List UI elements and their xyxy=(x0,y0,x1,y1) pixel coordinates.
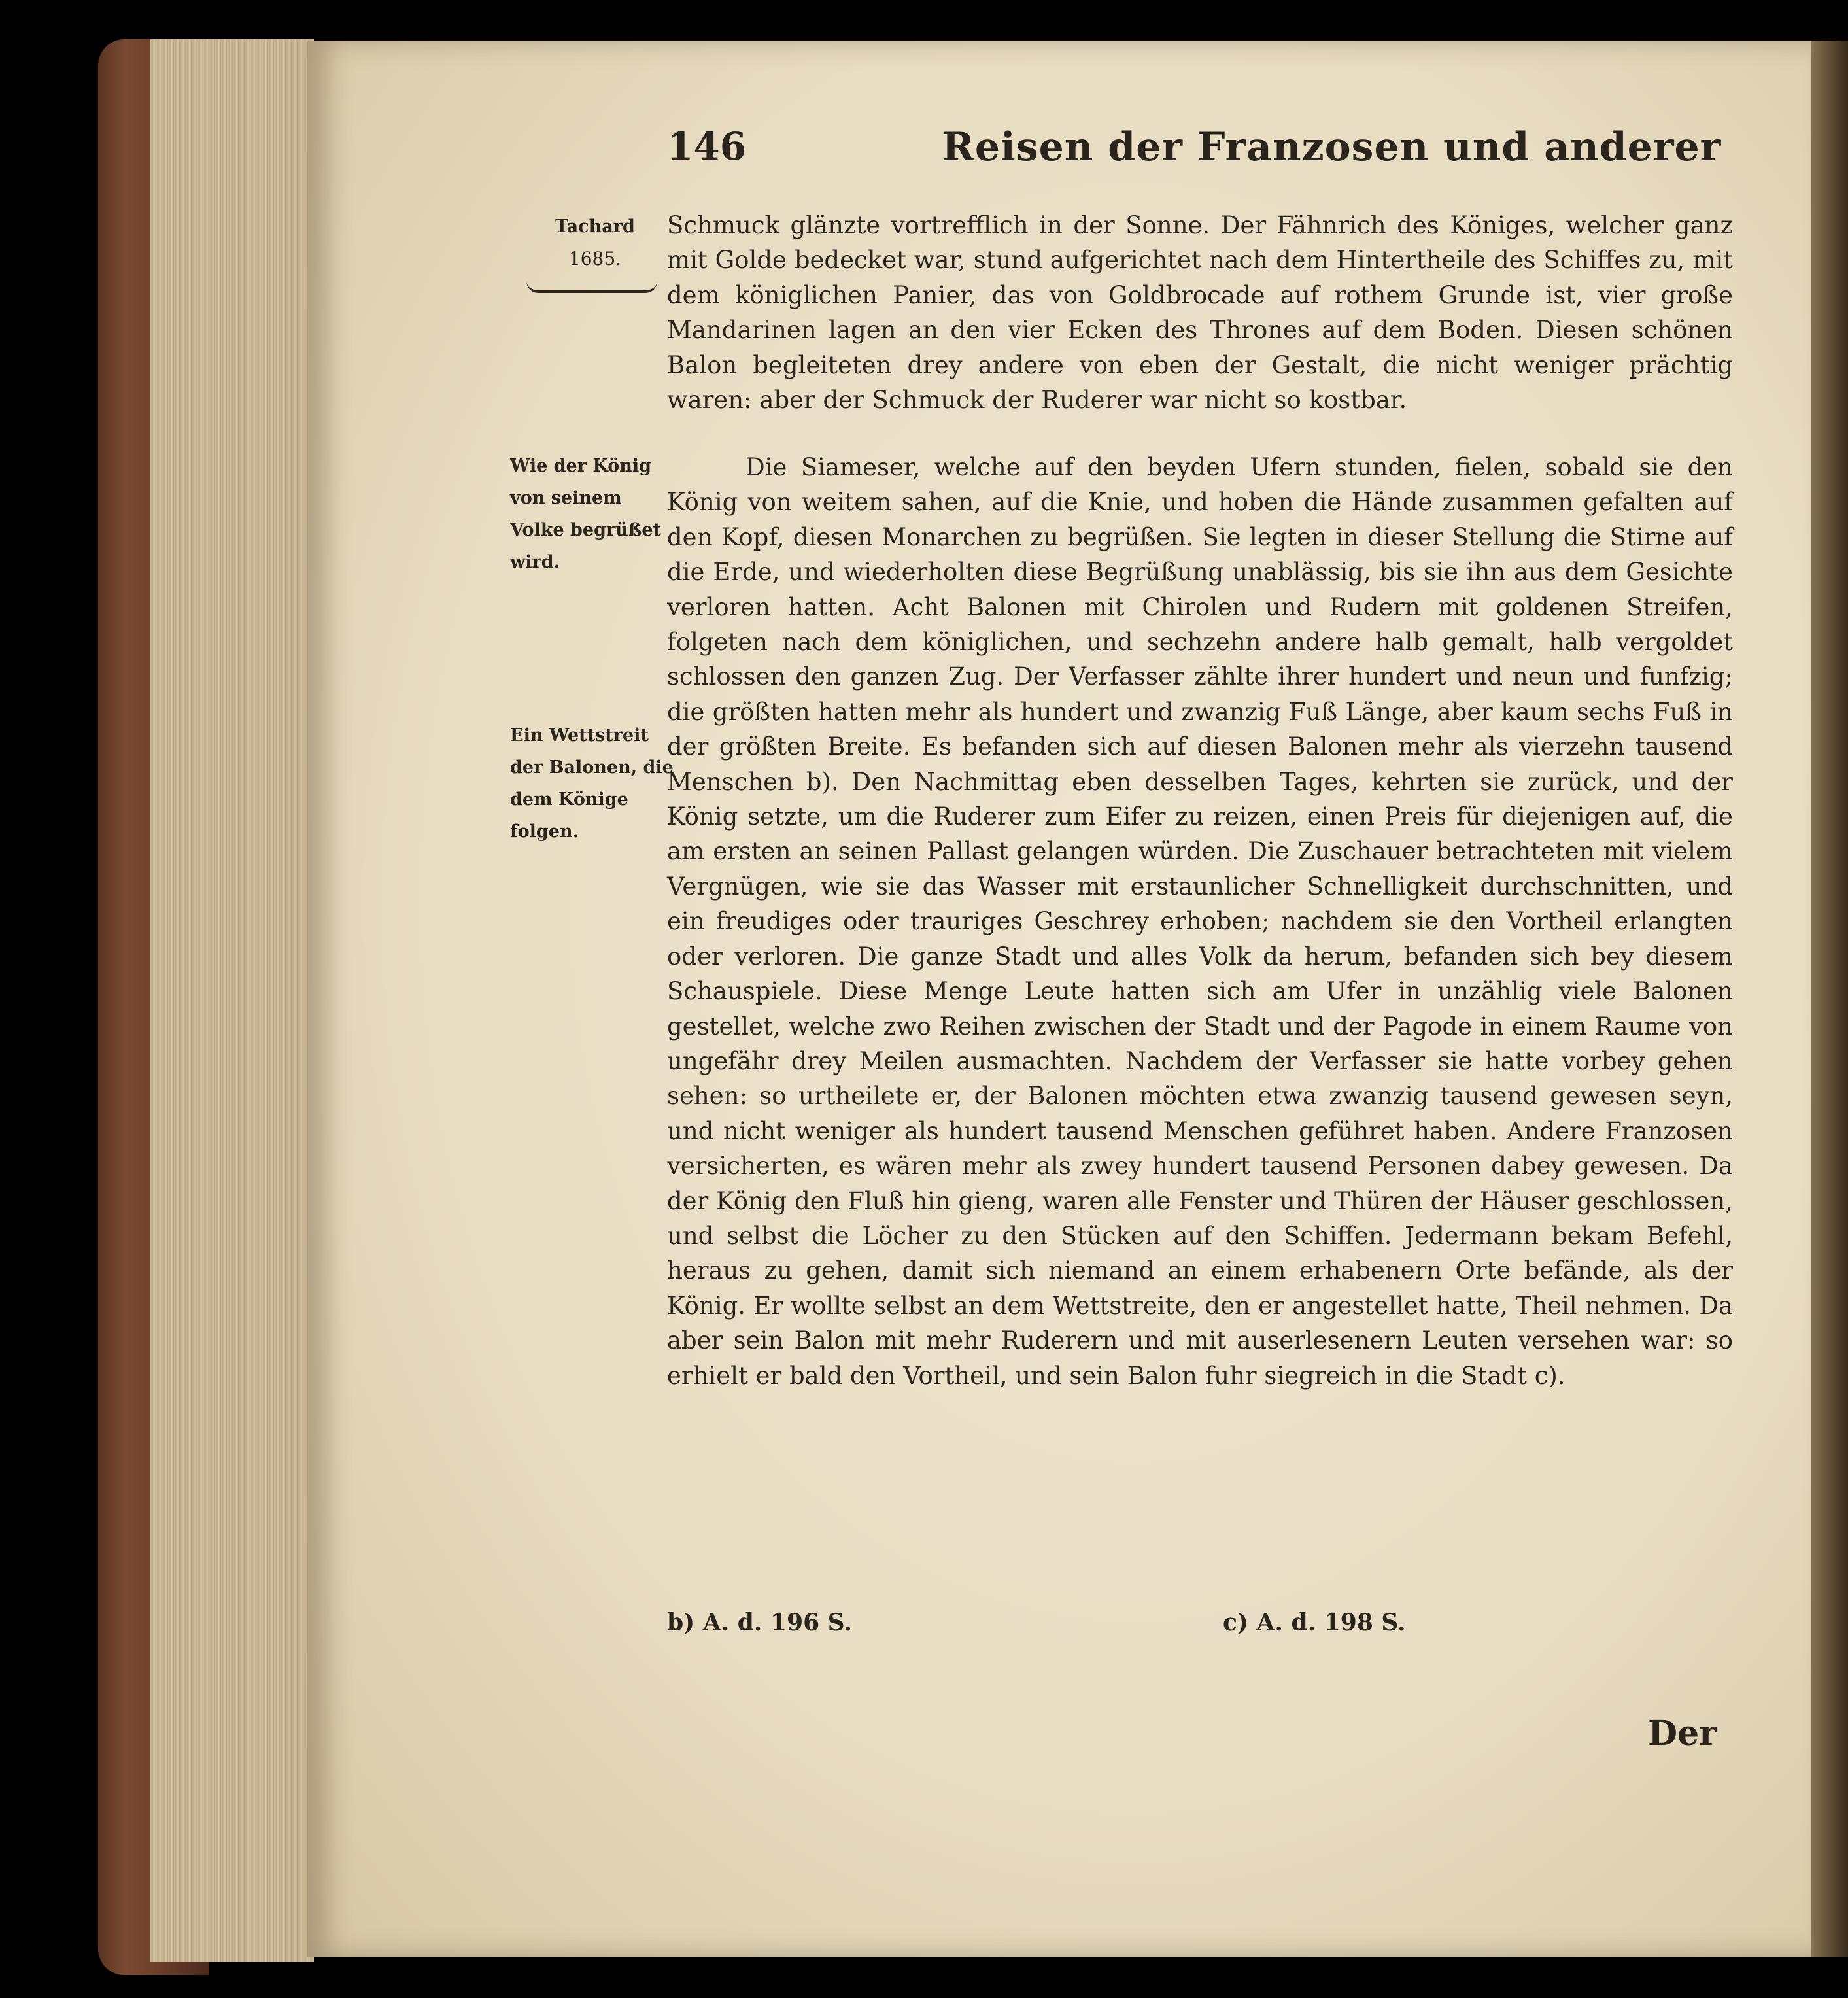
margin-note-race: Ein Wettstreit der Balonen, die dem Könige folgen. xyxy=(510,725,674,842)
footnote-b: b) A. d. 196 S. xyxy=(667,1609,852,1636)
page-edges xyxy=(150,39,314,1962)
margin-year: 1685. xyxy=(568,248,622,269)
catchword: Der xyxy=(1648,1714,1717,1753)
footnote-c: c) A. d. 198 S. xyxy=(1223,1609,1406,1636)
page-number: 146 xyxy=(667,124,747,169)
running-title: Reisen der Franzosen und anderer xyxy=(942,124,1722,170)
margin-author-note xyxy=(510,211,680,275)
page-header xyxy=(667,124,1792,183)
margin-note-king: Wie der König von seinem Volke begrüßet wird. xyxy=(510,456,661,572)
body-paragraph-2: Die Siameser, welche auf den beyden Ufern stunden, fielen, sobald sie den König von weitem sahen, auf die Knie, und hoben die Hände zusammen gefalten auf den Kopf, diesen Monarchen zu begrüßen. Sie legten in dieser Stellung die Stirne auf die Erde, und wiederholten diese Begrüßung unablässig, bis sie ihn aus dem Gesichte verloren hatten. Acht Balonen mit Chirolen und Rudern mit goldenen Streifen, folgeten nach dem königlichen, und sechzehn andere halb gemalt, halb vergoldet schlossen den ganzen Zug. Der Verfasser zählte ihrer hundert und neun und funfzig; die größten hatten mehr als hundert und zwanzig Fuß Länge, aber kaum sechs Fuß in der größten Breite. Es befanden sich auf diesen Balonen mehr als vierzehn tausend Menschen b). Den Nachmittag eben desselben Tages, kehrten sie zurück, und der König setzte, um die Ruderer zum Eifer zu reizen, einen Preis für diejenigen auf, die am ersten an seinen Pallast gelangen würden. Die Zuschauer betrachteten mit vielem Vergnügen, wie sie das Wasser mit erstaunlicher Schnelligkeit durchschnitten, und ein freudiges oder trauriges Geschrey erhoben; nachdem sie den Vortheil erlangten oder verloren. Die ganze Stadt und alles Volk da herum, befanden sich bey diesem Schauspiele. Diese Menge Leute hatten sich am Ufer in unzählig viele Balonen gestellet, welche zwo Reihen zwischen der Stadt und der Pagode in einem Raume von ungefähr drey Meilen ausmachten. Nachdem der Verfasser sie hatte vorbey gehen sehen: so urtheilete er, der Balonen möchten etwa zwanzig tausend gewesen seyn, und nicht weniger als hundert tausend Menschen geführet haben. Andere Franzosen versicherten, es wären mehr als zwey hundert tausend Personen dabey gewesen. Da der König den Fluß hin gieng, waren alle Fenster und Thüren der Häuser geschlossen, und selbst die Löcher zu den Stücken auf den Schiffen. Jedermann bekam Befehl, heraus zu gehen, damit sich niemand an einem erhabenern Orte befände, als der König. Er wollte selbst an dem Wettstreite, den er angestellet hatte, Theil nehmen. Da aber sein Balon mit mehr Ruderern und mit auserlesenern Leuten versehen war: so erhielt er bald den Vortheil, und sein Balon fuhr siegreich in die Stadt c). xyxy=(667,453,1733,1390)
margin-author: Tachard xyxy=(555,216,635,237)
margin-brace xyxy=(526,281,657,293)
body-paragraph-1: Schmuck glänzte vortrefflich in der Sonne. Der Fähnrich des Königes, welcher ganz mit Golde bedecket war, stund aufgerichtet nach dem Hintertheile des Schiffes zu, mit dem königlichen Panier, das von Goldbrocade auf rothem Grunde ist, vier große Mandarinen lagen an den vier Ecken des Thrones auf dem Boden. Diesen schönen Balon begleiteten drey andere von eben der Gestalt, die nicht weniger prächtig waren: aber der Schmuck der Ruderer war nicht so kostbar. xyxy=(667,211,1733,415)
